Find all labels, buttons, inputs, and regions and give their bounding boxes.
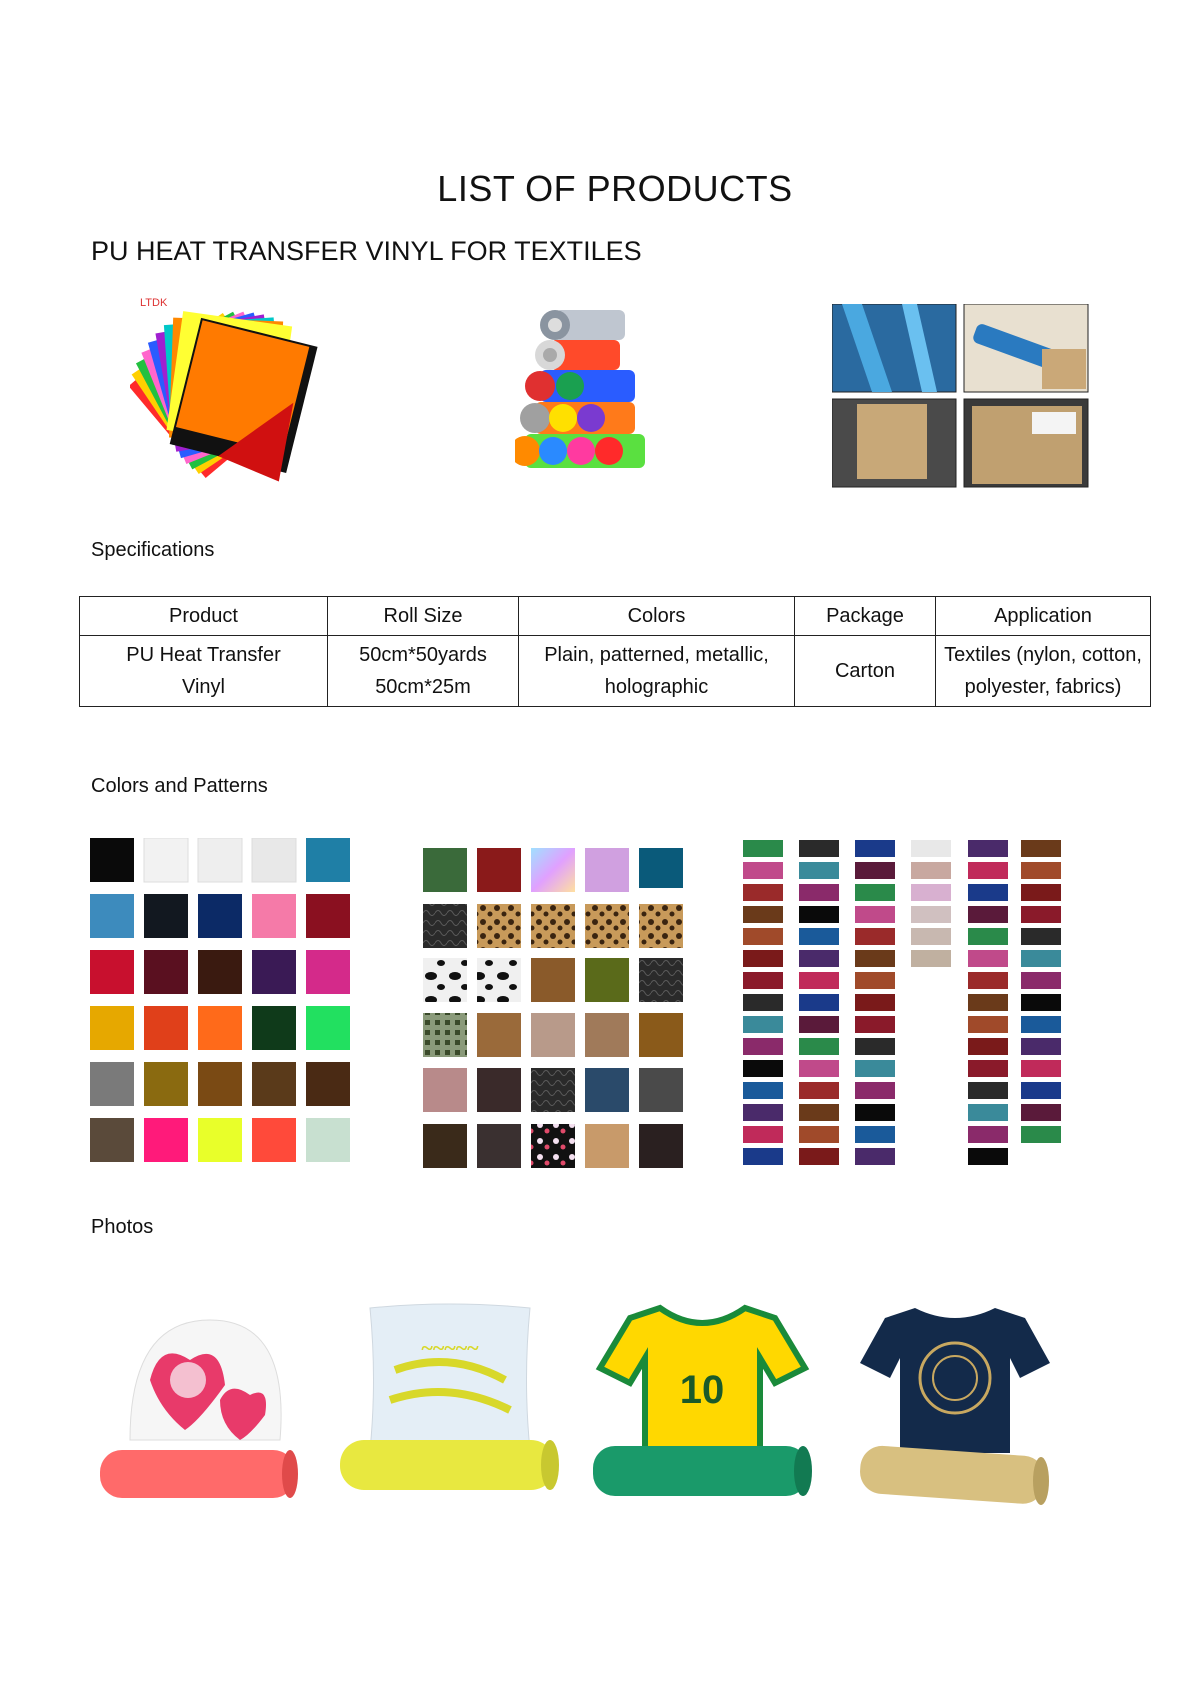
metallic-swatch (855, 840, 895, 857)
cell-package: Carton (795, 636, 936, 707)
pillow-print: ~~~~~ (421, 1335, 479, 1360)
metallic-swatch (855, 1148, 895, 1165)
metallic-swatch (855, 1060, 895, 1077)
color-swatch (198, 1062, 242, 1106)
metallic-swatch (1021, 862, 1061, 879)
header-roll-size: Roll Size (328, 597, 519, 636)
metallic-swatch (743, 906, 783, 923)
metallic-swatch (1021, 1060, 1061, 1077)
metallic-swatch (911, 928, 951, 945)
color-swatch (144, 950, 188, 994)
metallic-swatch (1021, 928, 1061, 945)
cell-application-line-2: polyester, fabrics) (964, 676, 1122, 698)
metallic-swatch (968, 1060, 1008, 1077)
metallic-swatch (743, 884, 783, 901)
metallic-swatch (1021, 1038, 1061, 1055)
header-package: Package (795, 597, 936, 636)
pillow-with-vinyl-roll-photo (335, 1300, 565, 1505)
header-colors: Colors (519, 597, 795, 636)
color-swatch (144, 1062, 188, 1106)
section-title: PU HEAT TRANSFER VINYL FOR TEXTILES (91, 236, 642, 266)
color-swatch (198, 950, 242, 994)
header-product: Product (80, 597, 328, 636)
metallic-swatch (799, 994, 839, 1011)
metallic-swatch (799, 928, 839, 945)
metallic-swatch (743, 1126, 783, 1143)
metallic-swatch (968, 1016, 1008, 1033)
metallic-swatch (1021, 906, 1061, 923)
metallic-swatch (799, 1038, 839, 1055)
color-swatch (90, 1006, 134, 1050)
cell-colors-line-1: Plain, patterned, metallic, (544, 644, 769, 666)
metallic-swatch (799, 884, 839, 901)
metallic-swatch (743, 928, 783, 945)
metallic-swatch (743, 950, 783, 967)
color-swatch (306, 950, 350, 994)
color-swatch (144, 838, 188, 882)
tshirt-with-glitter-roll-photo (855, 1303, 1055, 1513)
metallic-swatch (968, 928, 1008, 945)
cell-application-line-1: Textiles (nylon, cotton, (944, 644, 1142, 666)
metallic-swatch (968, 884, 1008, 901)
metallic-swatch (911, 840, 951, 857)
metallic-swatch (911, 884, 951, 901)
color-swatch (306, 1118, 350, 1162)
metallic-swatch (799, 950, 839, 967)
metallic-swatch (911, 906, 951, 923)
color-swatch (198, 838, 242, 882)
specifications-table (79, 596, 1151, 707)
color-swatch (90, 950, 134, 994)
metallic-swatch (1021, 1104, 1061, 1121)
metallic-swatch (855, 906, 895, 923)
metallic-swatch (743, 1016, 783, 1033)
color-swatch (252, 1006, 296, 1050)
metallic-swatch (743, 862, 783, 879)
metallic-swatch (799, 1148, 839, 1165)
metallic-swatch (743, 994, 783, 1011)
metallic-swatch (968, 1104, 1008, 1121)
metallic-swatch (799, 1060, 839, 1077)
header-application: Application (936, 597, 1151, 636)
metallic-swatch (799, 1104, 839, 1121)
metallic-swatch (799, 840, 839, 857)
metallic-swatch (799, 1126, 839, 1143)
color-swatch (90, 1062, 134, 1106)
metallic-swatch (799, 972, 839, 989)
color-swatch (252, 894, 296, 938)
color-swatch (252, 950, 296, 994)
color-swatch (252, 838, 296, 882)
metallic-swatch (1021, 994, 1061, 1011)
metallic-swatch (855, 1038, 895, 1055)
photos-label: Photos (91, 1216, 154, 1238)
cell-roll-size-line-2: 50cm*25m (375, 676, 471, 698)
metallic-swatch (743, 1060, 783, 1077)
metallic-swatch (855, 1016, 895, 1033)
vinyl-sheets-fan-image (130, 290, 340, 490)
table-header-row (80, 597, 1151, 636)
metallic-swatch (743, 840, 783, 857)
color-swatch (306, 894, 350, 938)
cell-product-line-2: Vinyl (182, 676, 225, 698)
metallic-swatch (855, 1082, 895, 1099)
metallic-swatch (743, 972, 783, 989)
color-swatch (306, 1006, 350, 1050)
table-row (80, 636, 1151, 707)
cap-with-vinyl-roll-photo (90, 1300, 305, 1505)
cell-colors (519, 636, 795, 707)
color-swatch (252, 1062, 296, 1106)
color-swatch (144, 894, 188, 938)
metallic-swatch (855, 1126, 895, 1143)
metallic-swatch (855, 1104, 895, 1121)
color-swatch (90, 1118, 134, 1162)
metallic-swatch (968, 1148, 1008, 1165)
color-swatch (252, 1118, 296, 1162)
metallic-swatch (968, 862, 1008, 879)
cell-product-line-1: PU Heat Transfer (126, 644, 281, 666)
metallic-swatch (911, 862, 951, 879)
metallic-holographic-swatches (743, 836, 1065, 1176)
metallic-swatch (799, 1082, 839, 1099)
metallic-swatch (968, 1126, 1008, 1143)
metallic-swatch (1021, 884, 1061, 901)
metallic-swatch (968, 994, 1008, 1011)
metallic-swatch (855, 950, 895, 967)
color-swatch (306, 838, 350, 882)
metallic-swatch (743, 1104, 783, 1121)
color-swatch (144, 1006, 188, 1050)
cell-product (80, 636, 328, 707)
color-swatch (198, 894, 242, 938)
metallic-swatch (855, 862, 895, 879)
packaging-photos-grid (832, 304, 1090, 488)
brand-logo: LTDK (140, 297, 168, 309)
metallic-swatch (743, 1038, 783, 1055)
patterned-swatches (423, 848, 685, 1178)
jersey-with-vinyl-roll-photo (590, 1298, 815, 1508)
plain-color-swatches (90, 838, 350, 1173)
metallic-swatch (855, 884, 895, 901)
color-swatch (144, 1118, 188, 1162)
cell-colors-line-2: holographic (604, 676, 709, 698)
metallic-swatch (1021, 950, 1061, 967)
color-swatch (306, 1062, 350, 1106)
page-title: LIST OF PRODUCTS (437, 168, 793, 209)
jersey-number: 10 (679, 1368, 725, 1412)
metallic-swatch (1021, 1082, 1061, 1099)
cell-roll-size-line-1: 50cm*50yards (359, 644, 487, 666)
metallic-swatch (968, 840, 1008, 857)
color-swatch (90, 894, 134, 938)
metallic-swatch (968, 1082, 1008, 1099)
colors-and-patterns-label: Colors and Patterns (91, 775, 268, 797)
metallic-swatch (799, 862, 839, 879)
metallic-swatch (968, 972, 1008, 989)
specifications-label: Specifications (91, 539, 215, 561)
metallic-swatch (911, 950, 951, 967)
metallic-swatch (1021, 972, 1061, 989)
metallic-swatch (1021, 1016, 1061, 1033)
metallic-swatch (855, 972, 895, 989)
metallic-swatch (743, 1148, 783, 1165)
metallic-swatch (855, 994, 895, 1011)
color-swatch (198, 1006, 242, 1050)
metallic-swatch (968, 1038, 1008, 1055)
cell-application (936, 636, 1151, 707)
metallic-swatch (968, 950, 1008, 967)
metallic-swatch (1021, 1126, 1061, 1143)
metallic-swatch (743, 1082, 783, 1099)
color-swatch (90, 838, 134, 882)
color-swatch (198, 1118, 242, 1162)
metallic-swatch (799, 906, 839, 923)
cell-roll-size (328, 636, 519, 707)
metallic-swatch (968, 906, 1008, 923)
vinyl-rolls-pyramid-image (515, 305, 665, 490)
metallic-swatch (1021, 840, 1061, 857)
metallic-swatch (799, 1016, 839, 1033)
metallic-swatch (855, 928, 895, 945)
